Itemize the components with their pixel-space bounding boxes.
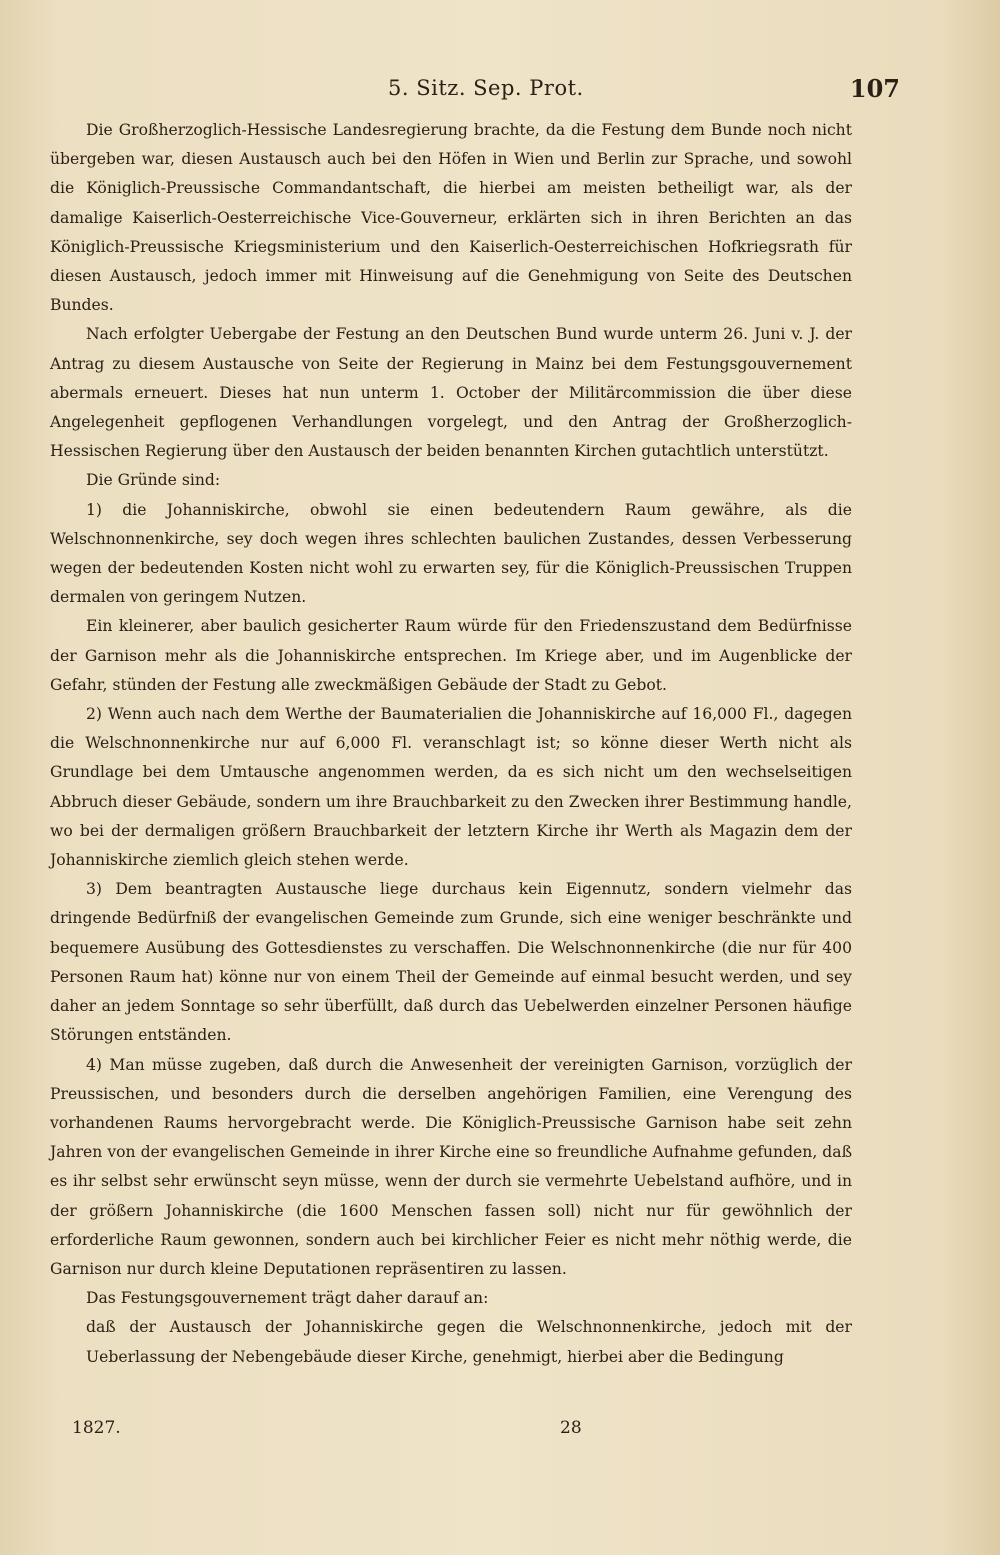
page-header	[48, 74, 952, 114]
page-number: 107	[849, 74, 900, 103]
paragraph-continuation: daß der Austausch der Johanniskirche gegen die Welschnonnenkirche, jedoch mit der Ueberlassung der Nebengebäude dieser Kirche, genehmigt, hierbei aber die Bedingung	[86, 1318, 852, 1366]
numbered-item: 1) die Johanniskirche, obwohl sie einen bedeutendern Raum gewähre, als die Welschnonnenkirche, sey doch wegen ihres schlechten baulichen Zustandes, dessen Verbesserung wegen der bedeutenden Kosten nicht wohl zu erwarten sey, für die Königlich-Preussischen Truppen dermalen von geringem Nutzen.	[50, 500, 852, 607]
numbered-item: 2) Wenn auch nach dem Werthe der Baumaterialien die Johanniskirche auf 16,000 Fl., dagegen die Welschnonnenkirche nur auf 6,000 Fl. veranschlagt ist; so könne dieser Werth nicht als Grundlage bei dem Umtausche angenommen werden, da es sich nicht um den wechselseitigen Abbruch dieser Gebäude, sondern um ihre Brauchbarkeit zu den Zwecken ihrer Bestimmung handle, wo bei der dermaligen größern Brauchbarkeit der letztern Kirche ihr Werth als Magazin dem der Johanniskirche ziemlich gleich stehen werde.	[50, 705, 852, 870]
paragraph: Das Festungsgouvernement trägt daher darauf an:	[86, 1289, 489, 1308]
paragraph: Ein kleinerer, aber baulich gesicherter Raum würde für den Friedenszustand dem Bedürfnisse der Garnison mehr als die Johanniskirche entsprechen. Im Kriege aber, und im Augenblicke der Gefahr, stünden der Festung alle zweckmäßigen Gebäude der Stadt zu Gebot.	[50, 617, 852, 694]
paragraph: Nach erfolgter Uebergabe der Festung an den Deutschen Bund wurde unterm 26. Juni v. J. der Antrag zu diesem Austausche von Seite der Regierung in Mainz bei dem Festungsgouvernement abermals erneuert. Dieses hat nun unterm 1. October der Militärcommission die über diese Angelegenheit gepflogenen Verhandlungen vorgelegt, und den Antrag der Großherzoglich-Hessischen Regierung über den Austausch der beiden benannten Kirchen gutachtlich unterstützt.	[50, 325, 852, 461]
paragraph: Die Gründe sind:	[86, 471, 221, 490]
paragraph: Die Großherzoglich-Hessische Landesregierung brachte, da die Festung dem Bunde noch nicht übergeben war, diesen Austausch auch bei den Höfen in Wien und Berlin zur Sprache, und sowohl die Königlich-Preussische Commandantschaft, die hierbei am meisten betheiligt war, als der damalige Kaiserlich-Oesterreichische Vice-Gouverneur, erklärten sich in ihren Berichten an das Königlich-Preussische Kriegsministerium und den Kaiserlich-Oesterreichischen Hofkriegsrath für diesen Austausch, jedoch immer mit Hinweisung auf die Genehmigung von Seite des Deutschen Bundes.	[50, 121, 852, 315]
numbered-item: 3) Dem beantragten Austausche liege durchaus kein Eigennutz, sondern vielmehr das dringende Bedürfniß der evangelischen Gemeinde zum Grunde, sich eine weniger beschränkte und bequemere Ausübung des Gottesdienstes zu verschaffen. Die Welschnonnenkirche (die nur für 400 Personen Raum hat) könne nur von einem Theil der Gemeinde auf einmal besucht werden, und sey daher an jedem Sonntage so sehr überfüllt, daß durch das Uebelwerden einzelner Personen häufige Störungen entständen.	[50, 880, 852, 1045]
page-footer	[50, 1418, 852, 1448]
running-title: 5. Sitz. Sep. Prot.	[388, 76, 584, 100]
numbered-item: 4) Man müsse zugeben, daß durch die Anwesenheit der vereinigten Garnison, vorzüglich der Preussischen, und besonders durch die derselben angehörigen Familien, eine Verengung des vorhandenen Raums hervorgebracht werde. Die Königlich-Preussische Garnison habe seit zehn Jahren von der evangelischen Gemeinde in ihrer Kirche eine so freundliche Aufnahme gefunden, daß es ihr selbst sehr erwünscht seyn müsse, wenn der durch sie vermehrte Uebelstand aufhöre, und in der größern Johanniskirche (die 1600 Menschen fassen soll) nicht nur für gewöhnlich der erforderliche Raum gewonnen, sondern auch bei kirchlicher Feier es nicht mehr nöthig werde, die Garnison nur durch kleine Deputationen repräsentiren zu lassen.	[50, 1055, 852, 1278]
footer-year: 1827.	[72, 1418, 121, 1438]
signature-mark: 28	[560, 1418, 582, 1438]
page-body	[50, 116, 852, 1372]
